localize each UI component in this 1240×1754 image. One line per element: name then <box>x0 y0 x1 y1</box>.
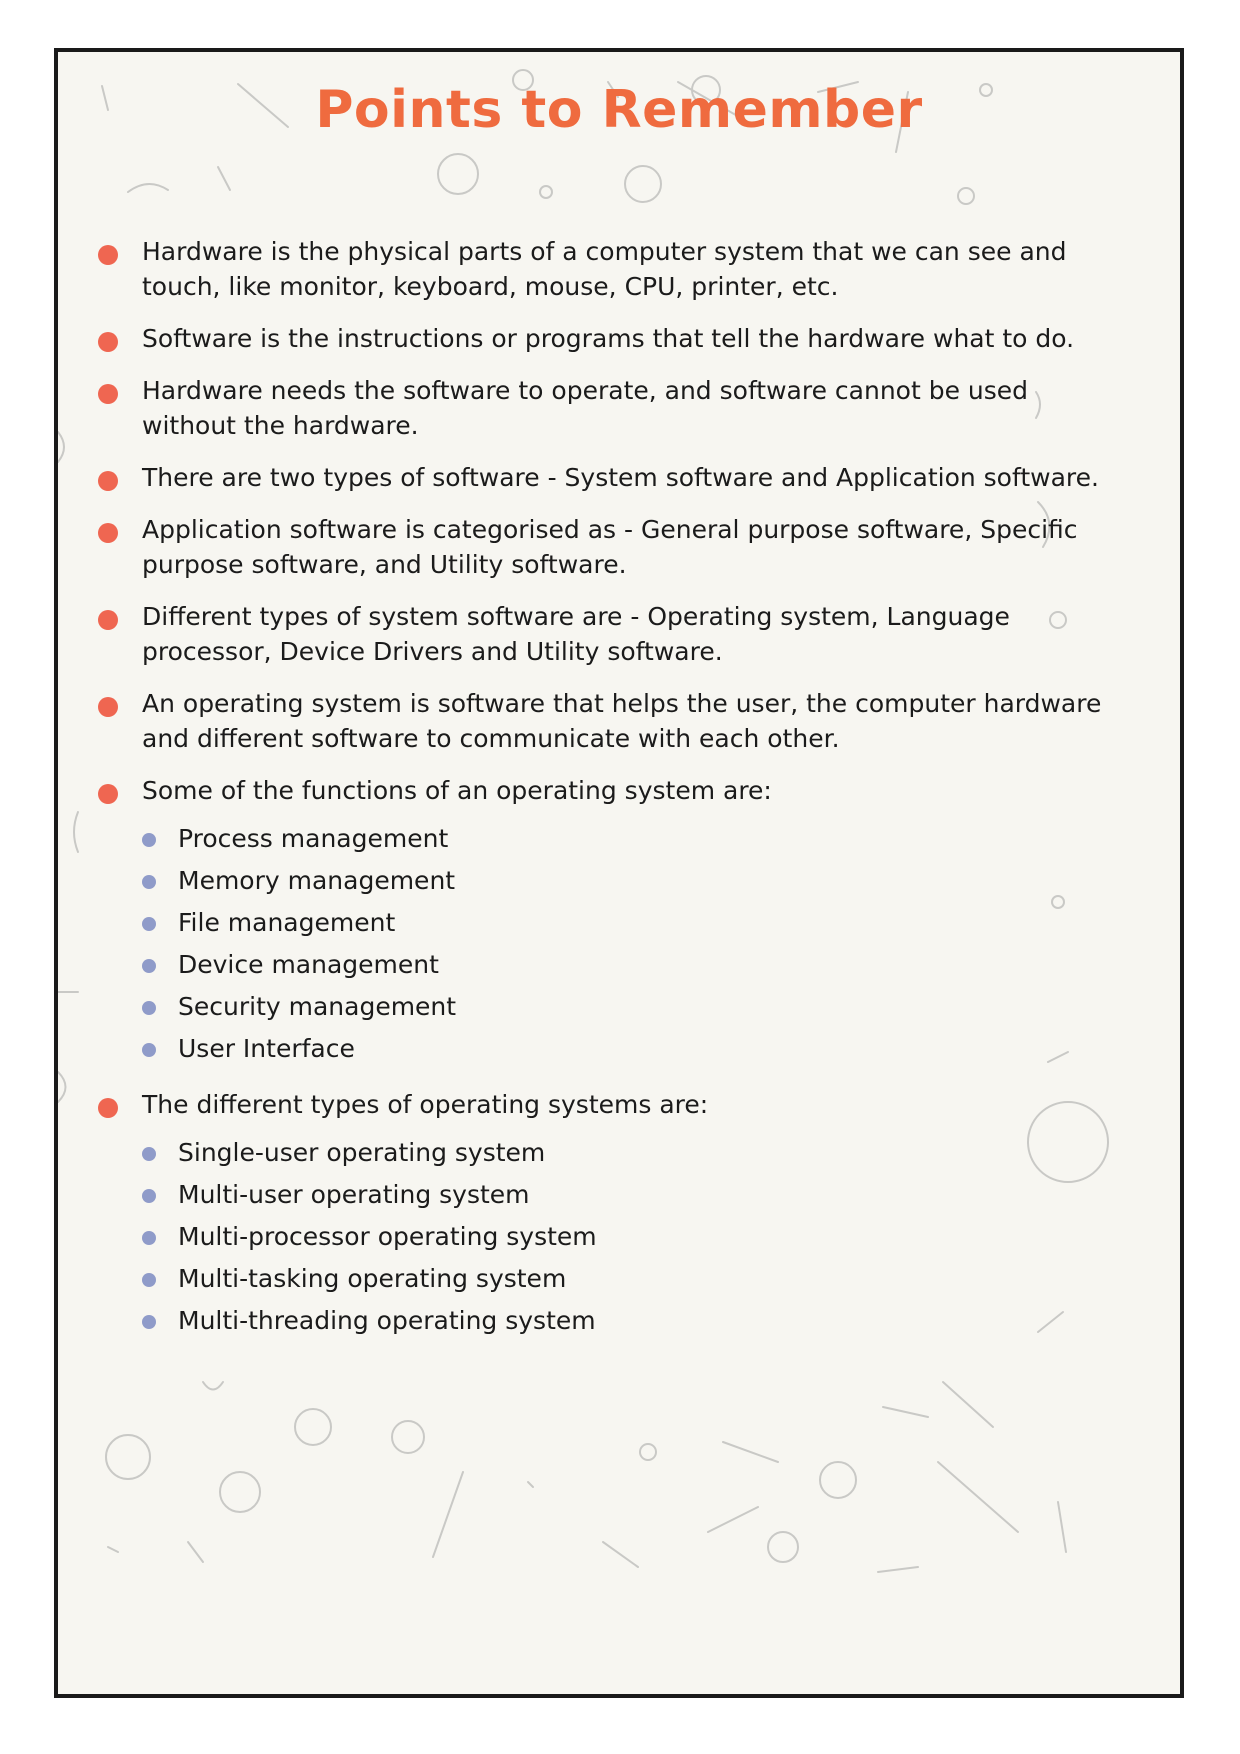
sub-list-item <box>142 1028 1110 1070</box>
os-types-list <box>142 1132 1110 1342</box>
list-item <box>58 373 1180 443</box>
point-text: Hardware is the physical parts of a computer system that we can see and touch, like monitor, keyboard, mouse, CPU, printer, etc. <box>142 237 1067 301</box>
bullet-icon <box>98 471 118 491</box>
list-item <box>58 686 1180 756</box>
list-item <box>58 321 1180 356</box>
sub-list-item <box>142 1174 1110 1216</box>
page-title: Points to Remember <box>315 80 923 140</box>
bullet-icon <box>98 784 118 804</box>
sub-bullet-icon <box>142 1001 156 1015</box>
sub-item-text: Multi-tasking operating system <box>178 1264 567 1293</box>
sub-list-item <box>142 818 1110 860</box>
sub-bullet-icon <box>142 875 156 889</box>
points-list <box>58 234 1180 1359</box>
page-frame <box>54 48 1184 1698</box>
sub-list-item <box>142 902 1110 944</box>
sub-list-item <box>142 986 1110 1028</box>
os-functions-list <box>142 818 1110 1070</box>
sub-list-item <box>142 944 1110 986</box>
point-text: Hardware needs the software to operate, and software cannot be used without the hardware. <box>142 376 1029 440</box>
sub-bullet-icon <box>142 833 156 847</box>
bullet-icon <box>98 384 118 404</box>
point-text: There are two types of software - System software and Application software. <box>142 463 1099 492</box>
sub-bullet-icon <box>142 959 156 973</box>
sub-list-item <box>142 1258 1110 1300</box>
bullet-icon <box>98 610 118 630</box>
sub-list-item <box>142 1216 1110 1258</box>
bullet-icon <box>98 332 118 352</box>
sub-item-text: Single-user operating system <box>178 1138 546 1167</box>
sub-bullet-icon <box>142 1315 156 1329</box>
list-item <box>58 234 1180 304</box>
sub-item-text: User Interface <box>178 1034 355 1063</box>
sub-bullet-icon <box>142 1043 156 1057</box>
bullet-icon <box>98 523 118 543</box>
point-text: Application software is categorised as - General purpose software, Specific purpose software, and Utility software. <box>142 515 1078 579</box>
sub-item-text: Multi-threading operating system <box>178 1306 596 1335</box>
sub-list-item <box>142 860 1110 902</box>
bullet-icon <box>98 245 118 265</box>
sub-item-text: Multi-user operating system <box>178 1180 530 1209</box>
sub-item-text: Memory management <box>178 866 456 895</box>
sub-list-item <box>142 1300 1110 1342</box>
sub-item-text: File management <box>178 908 396 937</box>
point-text: An operating system is software that helps the user, the computer hardware and different software to communicate with each other. <box>142 689 1102 753</box>
sub-item-text: Security management <box>178 992 457 1021</box>
bullet-icon <box>98 1098 118 1118</box>
sub-item-text: Device management <box>178 950 439 979</box>
sub-bullet-icon <box>142 1147 156 1161</box>
sub-bullet-icon <box>142 1273 156 1287</box>
sub-bullet-icon <box>142 917 156 931</box>
list-item <box>58 1087 1180 1342</box>
bullet-icon <box>98 697 118 717</box>
list-item <box>58 460 1180 495</box>
sub-list-item <box>142 1132 1110 1174</box>
point-text: Different types of system software are - Operating system, Language processor, Device Drivers and Utility software. <box>142 602 1010 666</box>
sub-bullet-icon <box>142 1231 156 1245</box>
list-item <box>58 773 1180 1070</box>
sub-bullet-icon <box>142 1189 156 1203</box>
sub-item-text: Process management <box>178 824 449 853</box>
sub-item-text: Multi-processor operating system <box>178 1222 597 1251</box>
list-item <box>58 512 1180 582</box>
point-text: Some of the functions of an operating system are: <box>142 776 772 805</box>
list-item <box>58 599 1180 669</box>
point-text: The different types of operating systems are: <box>142 1090 709 1119</box>
point-text: Software is the instructions or programs that tell the hardware what to do. <box>142 324 1075 353</box>
